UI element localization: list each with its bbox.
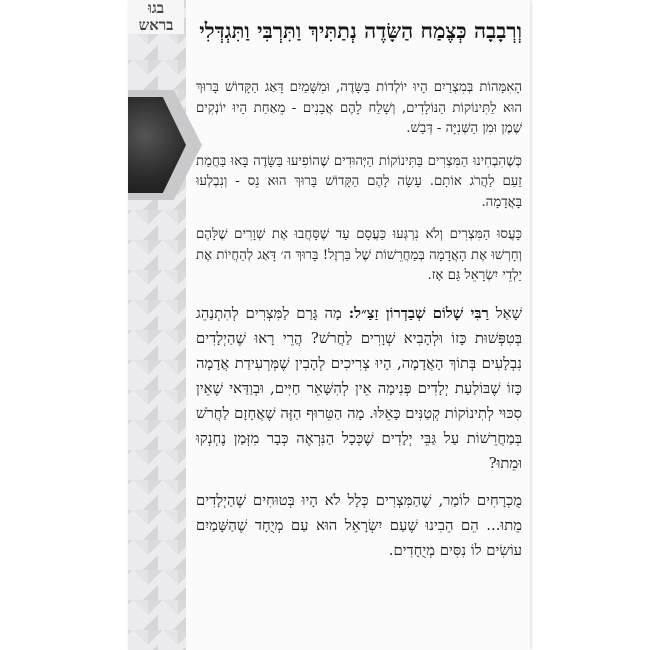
paragraph-2: כְּשֶׁהִבְחִינוּ הַמִּצְרִים בַּתִּינוֹקוֹת הַיְּהוּדִים שֶׁהוֹפִיעוּ בַּשָּׂדֶה בָּאוּ בַּחֲמַת זַעַם לַהֲרֹג אוֹתָם. עָשָׂה לָהֶם הַקָּדוֹשׁ בָּרוּךְ הוּא נֵס - וְנִבְלְעוּ בָּאֲדָמָה. — [196, 153, 522, 210]
paragraph-1: הָאִמָּהוֹת בְּמִצְרַיִם הָיוּ יוֹלְדוֹת בַּשָּׂדֶה, וּמִשָּׁמַיִם דָּאַג הַקָּדוֹשׁ בָּרוּךְ הוּא לַתִּינוֹקוֹת הַנּוֹלָדִים, וְשָׁלַח לָהֶם אֲבָנִים - מֵאַחַת הָיוּ יוֹנְקִים שֶׁמֶן וּמִן הַשְּׁנִיָּה - דְּבַשׁ. — [196, 80, 522, 136]
page-heading: וְרְבָבָה כְּצֶמַח הַשָּׂדֶה נְתַתִּיךְ וַתִּרְבִּי וַתִּגְדְּלִי — [199, 18, 522, 43]
rabbi-name: רַבִּי שָׁלוֹם שְׁבַדְרוֹן זַצַ״ל: — [348, 304, 489, 322]
spine-title: בגוּ בראש — [128, 0, 184, 34]
paragraph-3: כָּעֲסוּ הַמִּצְרִים וְלֹא נִרְגְּעוּ כַּעֲסָם עַד שֶׁסָּחֲבוּ אֶת שְׁוָרִים שֶׁלָּהֶם וְחָרְשׁוּ אֶת הָאֲדָמָה בְּמַחֲרֵשׁוֹת שֶׁל בַּרְזֶל! בָּרוּךְ ה׳ דָּאַג לְהַחֲיוֹת אֶת יַלְדֵי יִשְׂרָאֵל גַּם אָז. — [196, 227, 522, 283]
question-text: מָה גָּרַם לַמִּצְרִים לְהִתְנַהֵג בְּטִפְּשׁוּת כָּזוֹ וּלְהָבִיא שְׁוָרִים לַחֲרֹשׁ? הֲרֵי רָאוּ שֶׁהַיְלָדִים נִבְלָעִים בְּתוֹךְ הָאֲדָמָה, הָיוּ צְרִיכִים לְהָבִין שֶׁמְּרְעִידַת אֲדָמָה כָּזוֹ שֶׁבּוֹלַעַת יְלָדִים פְּנִימָה אֵין לְהִשָּׁאֵר חַיִּים, וּבְוַדַּאי שֶׁאֵין סִכּוּי לְתִינוֹקוֹת קְטַנִּים כָּאֵלּוּ. מָה הַטֵּרוּף הַזֶּה שֶׁאֲחָזָם לַחֲרֹשׁ בְּמַחֲרֵשׁוֹת עַל גַּבֵּי יְלָדִים שֶׁכְּכָל הַנִּרְאֶה כְּבָר מִזְּמַן נֶחְנְקוּ וּמֵתוּ? — [196, 304, 522, 472]
text-column — [196, 8, 522, 575]
question-paragraph — [196, 301, 522, 476]
conclusion-paragraph: מֻכְרָחִים לוֹמַר, שֶׁהַמִּצְרִים כְּלָל לֹא הָיוּ בְּטוּחִים שֶׁהַיְלָדִים מֵתוּ... הֵם הֵבִינוּ שֶׁעַם יִשְׂרָאֵל הוּא עַם מְיֻחָד שֶׁהַשָּׁמַיִם עוֹשִׂים לוֹ נִסִּים מְיֻחָדִים. — [196, 491, 522, 559]
asker-word: שָׁאַל — [495, 304, 522, 322]
